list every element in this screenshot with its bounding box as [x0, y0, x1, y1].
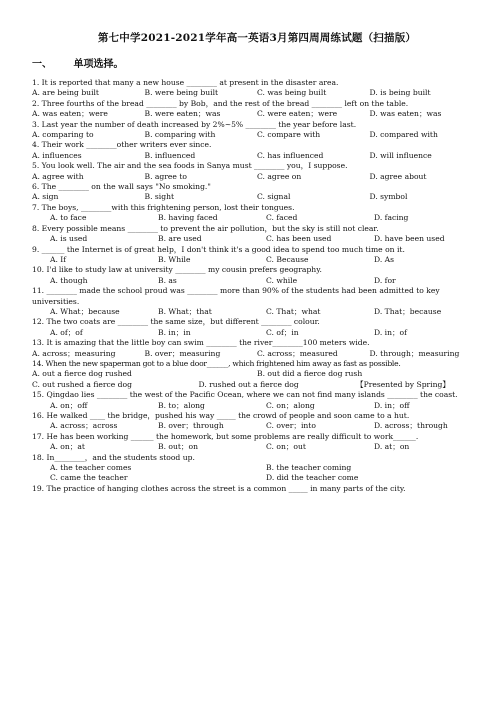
option-a: A. on；off	[50, 400, 88, 410]
question-options	[32, 442, 482, 452]
option-b: B. While	[158, 254, 191, 264]
option-d: D. is being built	[369, 88, 431, 98]
question-14	[32, 359, 482, 390]
question-stem: 12. The two coats are ________ the same size，but different ________ colour.	[32, 317, 320, 327]
option-d: D. agree about	[369, 171, 427, 181]
question-stem: 15. Qingdao lies ________ the west of the Pacific Ocean, where we can not find many islands ________ the coast.	[32, 390, 458, 400]
question-stem: 8. Every possible means ________ to prevent the air pollution，but the sky is still not clear.	[32, 223, 379, 233]
question-6	[32, 182, 482, 203]
question-options	[32, 255, 482, 265]
option-d: D. through；measuring	[369, 348, 460, 358]
option-a: A. What；because	[50, 306, 120, 316]
question-stem: 11. ________ made the school proud was ________ more than 90% of the students had been admitted to key universities.	[32, 286, 440, 306]
question-8	[32, 224, 482, 245]
question-options	[32, 109, 482, 119]
option-a: A. influences	[32, 150, 82, 160]
option-b: B. the teacher coming	[266, 463, 352, 473]
source-note: 【Presented by Spring】	[356, 379, 450, 389]
question-options	[32, 369, 482, 379]
option-c: C. of；in	[266, 327, 299, 337]
question-stem: 17. He has been working ______ the homework, but some problems are really difficult to work______.	[32, 431, 419, 441]
option-c: C. across；measured	[257, 348, 338, 358]
question-options	[32, 463, 482, 473]
option-a: A. across；measuring	[32, 348, 116, 358]
option-c: C. on；out	[266, 442, 306, 452]
option-c: C. Because	[266, 254, 309, 264]
option-c: C. has been used	[266, 234, 332, 244]
option-c: C. were eaten；were	[257, 109, 338, 119]
option-d: D. in；off	[374, 400, 410, 410]
question-stem: 14. When the new spaperman got to a blue door______, which frightened him away as fast as possible.	[32, 358, 401, 368]
option-c: C. has influenced	[257, 150, 324, 160]
question-options	[32, 213, 482, 223]
question-stem: 18. In________，and the students stood up.	[32, 452, 195, 462]
option-b: B. were eaten；was	[144, 109, 221, 119]
question-3	[32, 120, 482, 141]
question-1	[32, 78, 482, 99]
section-heading	[32, 55, 482, 70]
option-a: A. was eaten；were	[32, 109, 108, 119]
option-d: D. symbol	[369, 192, 408, 202]
option-b: B. were being built	[144, 88, 219, 98]
option-b: B. What；that	[158, 306, 212, 316]
question-10	[32, 265, 482, 286]
option-d: D. at；on	[374, 442, 410, 452]
question-options	[32, 349, 482, 359]
option-d: D. across；through	[374, 421, 448, 431]
option-c: C. over；into	[266, 421, 316, 431]
question-2	[32, 99, 482, 120]
question-stem: 19. The practice of hanging clothes across the street is a common _____ in many parts of the city.	[32, 483, 406, 493]
option-c: C. while	[266, 275, 298, 285]
option-c: C. signal	[257, 192, 291, 202]
question-options	[32, 172, 482, 182]
question-11	[32, 286, 482, 317]
question-options	[32, 192, 482, 202]
question-options	[32, 421, 482, 431]
option-c: C. came the teacher	[50, 473, 128, 483]
option-a: A. agree with	[32, 171, 84, 181]
question-options	[32, 130, 482, 140]
question-stem: 3. Last year the number of death increased by 2%~5% ________ the year before last.	[32, 119, 357, 129]
option-c: C. agree on	[257, 171, 302, 181]
section-number: 一、	[32, 59, 52, 70]
question-stem: 10. I'd like to study law at university ________ my cousin prefers geography.	[32, 265, 322, 275]
option-a: A. is used	[50, 234, 88, 244]
question-stem: 4. Their work ________other writers ever since.	[32, 140, 212, 150]
option-b: B. comparing with	[144, 130, 216, 140]
option-a: A. to face	[50, 213, 87, 223]
option-b: B. sight	[144, 192, 175, 202]
question-stem: 5. You look well. The air and the sea foods in Sanya must ________ you，I suppose.	[32, 161, 348, 171]
question-17	[32, 432, 482, 453]
option-a: A. the teacher comes	[50, 463, 132, 473]
option-b: B. are used	[158, 234, 202, 244]
question-16	[32, 411, 482, 432]
question-4	[32, 140, 482, 161]
question-options	[32, 234, 482, 244]
question-9	[32, 245, 482, 266]
question-options	[32, 307, 482, 317]
option-a: A. of；of	[50, 327, 83, 337]
question-stem: 1. It is reported that many a new house ________ at present in the disaster area.	[32, 78, 339, 87]
option-d: D. in；of	[374, 327, 407, 337]
option-b: B. over；through	[158, 421, 224, 431]
option-d: D. rushed out a fierce dog	[198, 379, 299, 389]
question-stem: 13. It is amazing that the little boy can swim ________ the river________100 meters wide.	[32, 338, 370, 348]
question-options	[32, 151, 482, 161]
option-a: A. If	[50, 254, 67, 264]
question-options	[32, 88, 482, 98]
option-d: D. will influence	[369, 150, 432, 160]
option-d: D. for	[374, 275, 396, 285]
option-b: B. as	[158, 275, 177, 285]
option-d: D. That；because	[374, 306, 442, 316]
option-a: A. across；across	[50, 421, 118, 431]
option-b: B. in；in	[158, 327, 191, 337]
question-15	[32, 390, 482, 411]
option-a: A. on；at	[50, 442, 85, 452]
option-c: C. faced	[266, 213, 298, 223]
option-d: D. As	[374, 254, 395, 264]
option-d: D. have been used	[374, 234, 445, 244]
option-c: C. compare with	[257, 130, 321, 140]
question-options	[32, 473, 482, 483]
option-a: A. are being built	[32, 88, 99, 98]
question-stem: 2. Three fourths of the bread ________ by Bob，and the rest of the bread ________ left on the table.	[32, 98, 409, 108]
option-a: A. sign	[32, 192, 59, 202]
question-options	[32, 401, 482, 411]
option-b: B. out did a fierce dog rush	[257, 369, 363, 379]
option-b: B. over；measuring	[144, 348, 221, 358]
question-options	[32, 380, 482, 390]
option-c: C. was being built	[257, 88, 327, 98]
option-c: C. That；what	[266, 306, 321, 316]
question-stem: 9. ______ the Internet is of great help，I don't think it's a good idea to spend too much time on it.	[32, 244, 405, 254]
question-12	[32, 317, 482, 338]
option-b: B. out；on	[158, 442, 198, 452]
question-stem: 7. The boys, ________with this frightening person, lost their tongues.	[32, 202, 295, 212]
question-18	[32, 453, 482, 484]
option-d: D. was eaten；was	[369, 109, 442, 119]
question-options	[32, 276, 482, 286]
question-options	[32, 328, 482, 338]
option-a: A. out a fierce dog rushed	[32, 369, 132, 379]
question-7	[32, 203, 482, 224]
option-c: C. on；along	[266, 400, 315, 410]
question-5	[32, 161, 482, 182]
option-b: B. agree to	[144, 171, 187, 181]
question-stem: 6. The ________ on the wall says "No smoking."	[32, 182, 211, 192]
option-a: A. comparing to	[32, 130, 94, 140]
option-b: B. having faced	[158, 213, 218, 223]
option-d: D. facing	[374, 213, 409, 223]
option-a: A. though	[50, 275, 88, 285]
section-label: 单项选择。	[73, 59, 124, 70]
question-13	[32, 338, 482, 359]
option-b: B. to；along	[158, 400, 205, 410]
option-b: B. influenced	[144, 150, 196, 160]
option-c: C. out rushed a fierce dog	[32, 379, 132, 389]
option-d: D. did the teacher come	[266, 473, 359, 483]
page-title: 第七中学2021-2021学年高一英语3月第四周周练试题（扫描版）	[97, 32, 417, 44]
question-stem: 16. He walked ____ the bridge，pushed his way _____ the crowd of people and soon came to a hut.	[32, 411, 410, 420]
question-19	[32, 484, 482, 494]
option-d: D. compared with	[369, 130, 438, 140]
